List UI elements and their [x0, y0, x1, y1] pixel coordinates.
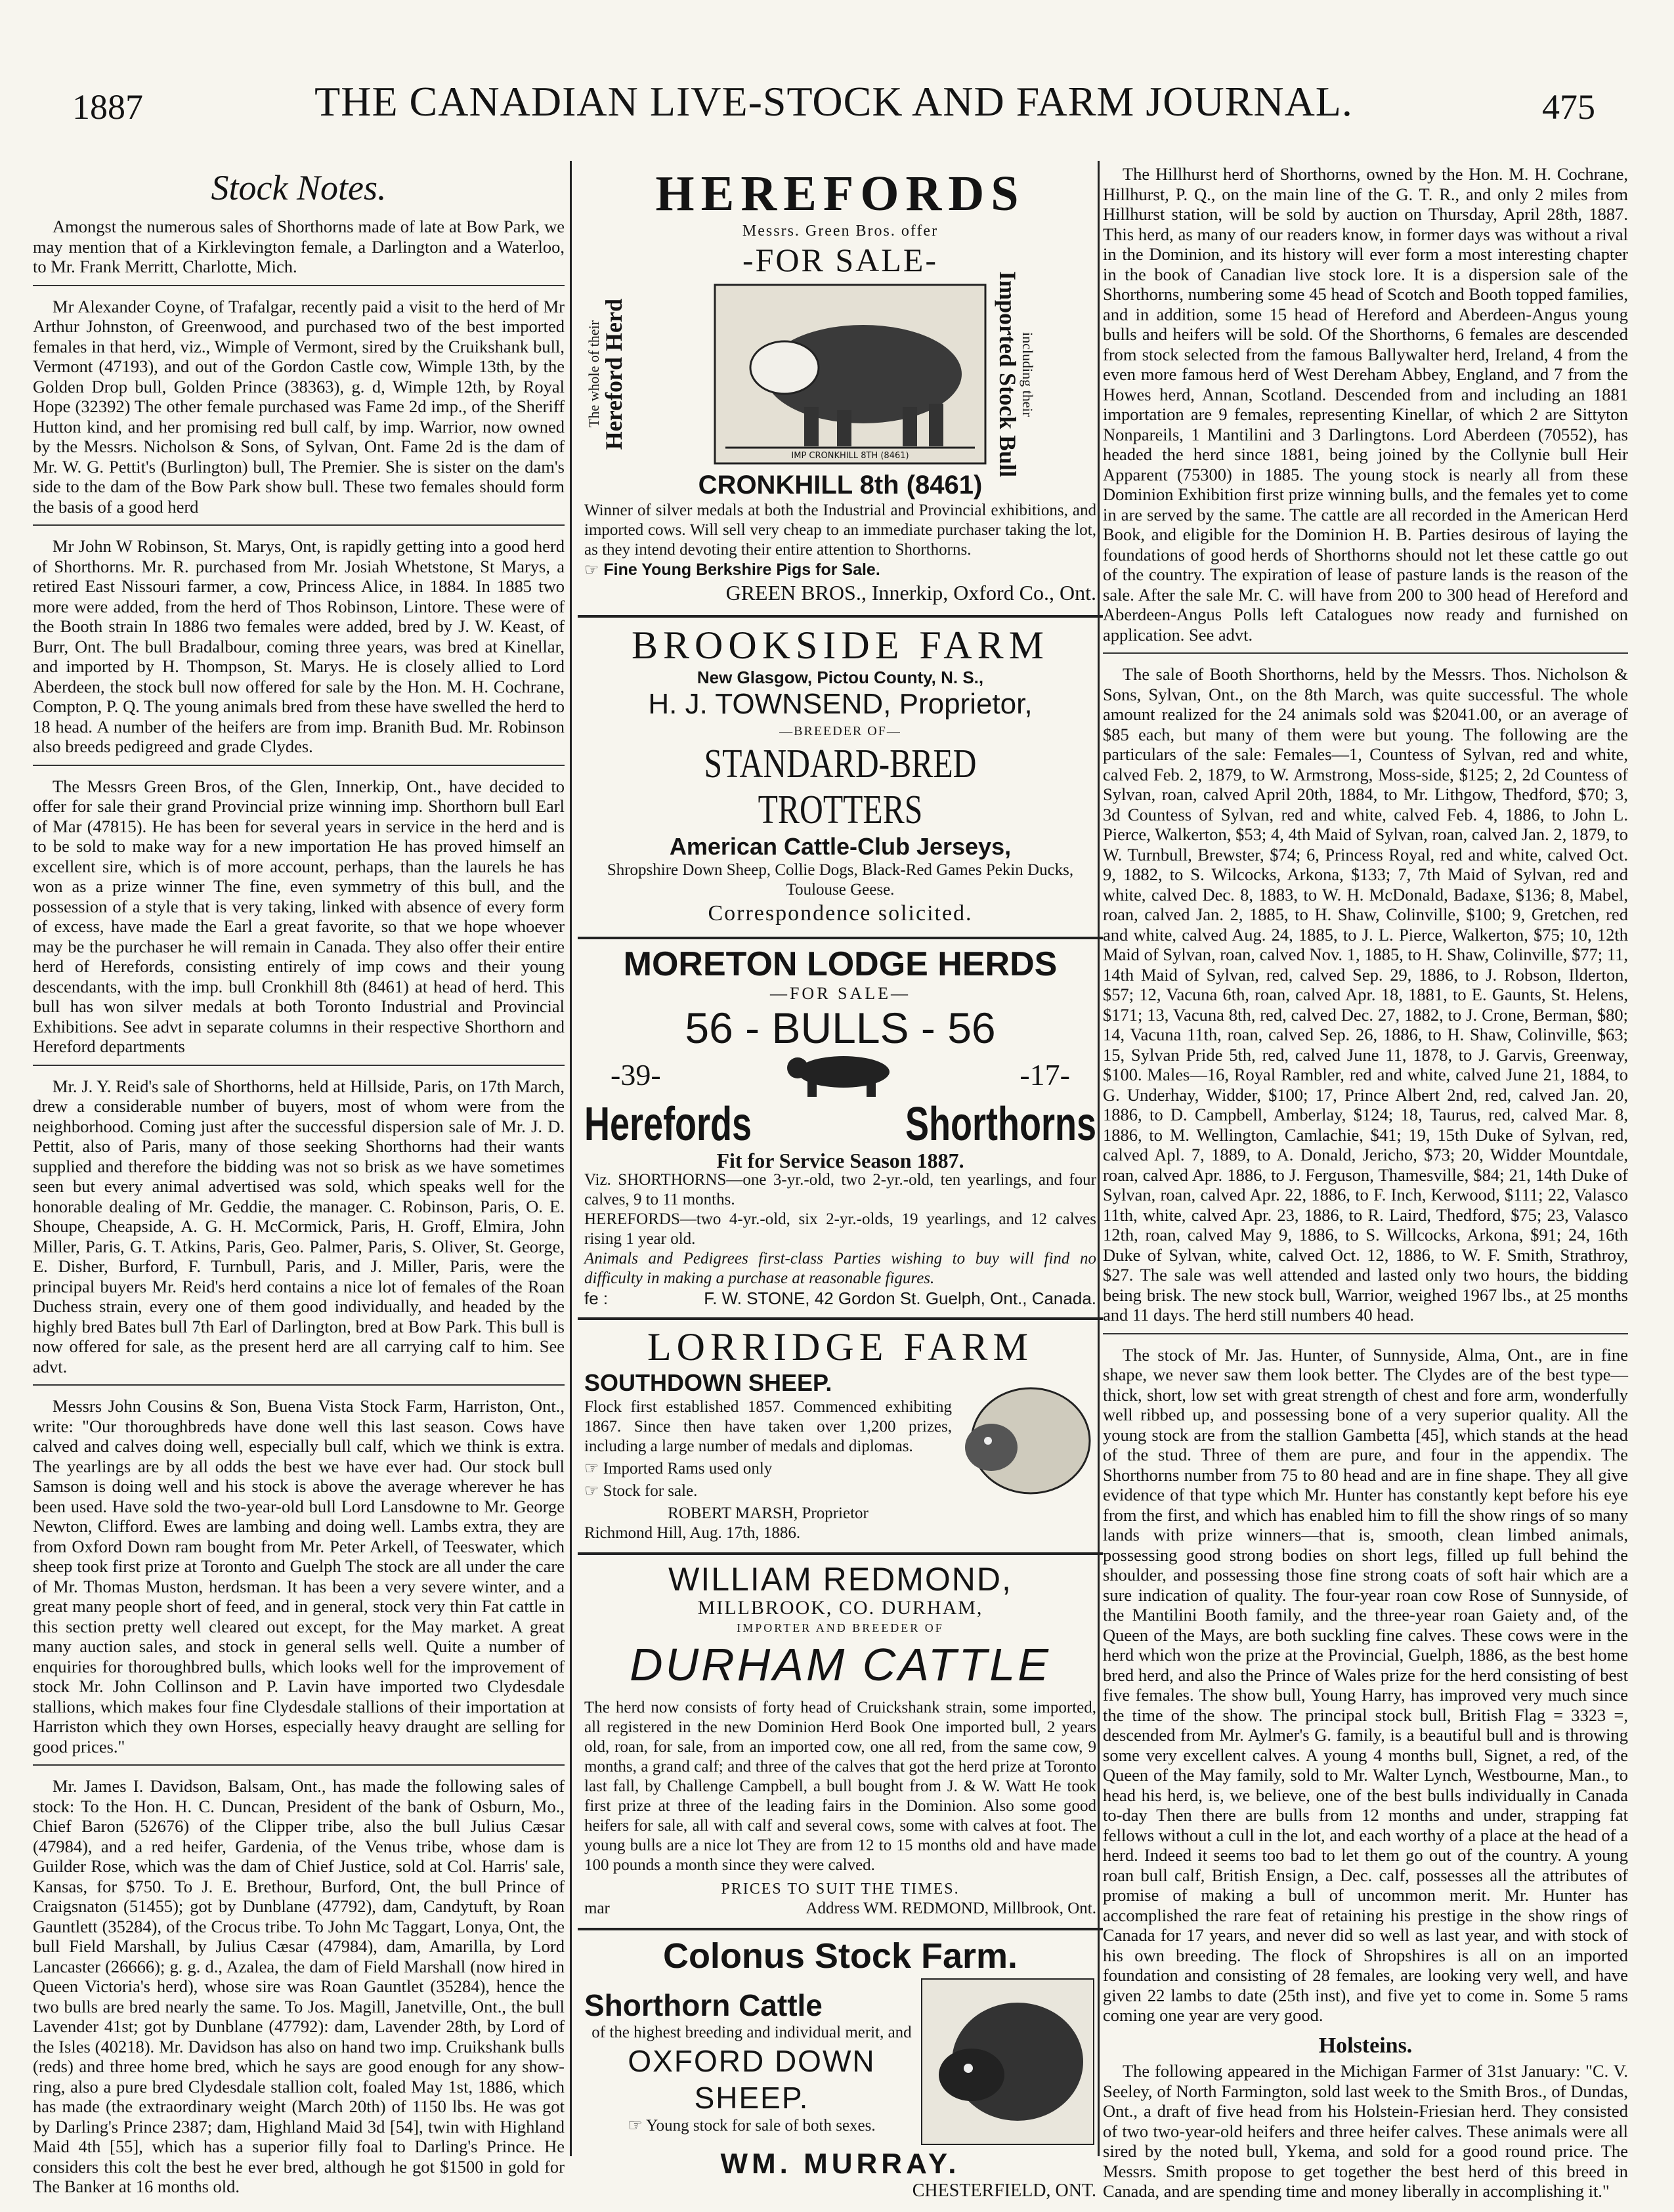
- stock-note: The Hillhurst herd of Shorthorns, owned by the Hon. M. H. Cochrane, Hillhurst, P. Q., on the main line of the G. T. R., and only 2 miles from Hillhurst station, will be sold by auction on Thursday, April 28th, 1887. This herd, as many of our readers know, in former days was without a rival in the Dominion, and its history will ever form a most interesting chapter in the book of Canadian live stock lore. It is a dispersion sale of the Shorthorns, numbering some 45 head of Scotch and Booth topped families, and in addition, some 15 head of Hereford and Aberdeen-Angus young bulls and heifers will be sold. Of the Shorthorns, 6 females are descended from stock selected from the famous Ballywalter herd, Ireland, 4 from the even more famous herd of West Dereham Abbey, England, and 7 from the Howes herd, Annan, Scotland. Descended from and including an 1881 importation are 9 females, representing Kinellar, of which 2 are Sittyton Nonpareils, 1 Mantilini and 3 Darlingtons. Lord Aberdeen (70552), has headed the herd since 1881, being joined by the Collynie bull Heir Apparent (75300) in 1885. The young stock is nearly all from these Dominion Exhibition first prize winning bulls, and the females yet to come in are served by the same. The cattle are all recorded in the American Herd Book, and eligible for the Dominion H. B. Parties desirous of laying the foundations of good herds of Shorthorns should not let these cattle go out of the country. The expiration of lease of pasture lands is the reason of the sale. After the sale Mr. C. will have from 200 to 300 head of Hereford and Aberdeen-Angus Polls left Catalogues now ready and furnished on application. See advt.: [1103, 164, 1628, 654]
- lorridge-text-block: [584, 1369, 952, 1543]
- lorridge-date: Richmond Hill, Aug. 17th, 1886.: [584, 1524, 801, 1542]
- herefords-ad: [578, 161, 1103, 618]
- engraving-caption: IMP CRONKHILL 8TH (8461): [791, 451, 909, 461]
- colonus-cattle: Shorthorn Cattle: [584, 1988, 823, 2022]
- stock-note: Mr John W Robinson, St. Marys, Ont, is rapidly getting into a good herd of Shorthorns. Mr. R. purchased from Mr. Josiah Whetstone, St Marys, a retired East Nissouri farmer, a cow, Princess Alice, in 1884. In 1885 two more were added, from the herd of Thos Robinson, Lintore. These were of the Booth strain In 1886 two females were added, bred by J. W. Keast, of Burr, Ont. The bull Bradalbour, coming three years, was bred at Kinellar, and imported by H. Thompson, St. Marys. He is closely allied to Lord Aberdeen, the stock bull now offered for sale by the Hon. M. H. Cochrane, Compton, P. Q. The young animals bred from these have swelled the herd to 18 head. A number of the heifers are from imp. Branith Bud. Mr. Robinson also breeds pedigreed and grade Clydes.: [33, 536, 565, 766]
- bull-silhouette-icon: [781, 1052, 899, 1098]
- brookside-title: BROOKSIDE FARM: [632, 624, 1049, 667]
- lorridge-stock-line: ☞ Stock for sale.: [584, 1482, 698, 1500]
- herefords-count: -39-: [611, 1058, 661, 1092]
- redmond-text: The herd now consists of forty head of Cruickshank strain, some imported, all registered in the new Dominion Herd Book One imported bull, 2 years old, roan, for sale, from an imported cow, one all red, from the same cow, 9 months, a grand calf; and three of the calves that got the herd prize at Toronto last fall, by Challenge Campbell, a bull bought from J. & W. Watt He took first prize at three of the leading fairs in the Dominion. Also some good heifers for sale, all with calf and several cows, some with calves at foot. The young bulls are a nice lot They are from 12 to 15 months old and have made 100 pounds a month since they were calved.: [584, 1699, 1096, 1874]
- colonus-place: CHESTERFIELD, ONT.: [912, 2180, 1096, 2201]
- side-left-small: The whole of their: [586, 320, 602, 428]
- redmond-mar: mar: [584, 1900, 610, 1917]
- page-header: [72, 77, 1595, 137]
- redmond-importer: IMPORTER AND BREEDER OF: [737, 1621, 944, 1634]
- colonus-name: WM. MURRAY.: [720, 2148, 960, 2180]
- colonus-young-line: ☞ Young stock for sale of both sexes.: [628, 2117, 876, 2135]
- fit-for-service: Fit for Service Season 1887.: [716, 1149, 964, 1172]
- lorridge-stock: Stock for sale.: [603, 1482, 698, 1500]
- stock-note: Mr. J. Y. Reid's sale of Shorthorns, held at Hillside, Paris, on 17th March, drew a considerable number of buyers, most of whom were from the neighborhood. Coming just after the successful dispersion sale of Mr. J. D. Pettit, also of Paris, many of those seeking Shorthorns had their wants supplied and therefore the bidding was not so brisk as we have sometimes seen but every animal advertised was sold, which speaks well for the honorable dealing of Mr. Geddie, the manager. C. Robinson, Paris, O. E. Shoupe, Cheapside, A. G. H. McCormick, Paris, H. Groff, Elmira, John Miller, Paris, G. T. Atkins, Paris, Geo. Palmer, Paris, S. Oliver, St. George, E. Disher, Burford, F. Turnbull, Paris, and J. Miller, Paris, were the principal buyers Mr. Reid's herd contains a nice lot of females of the Roan Duchess strain, every one of them good individually, and headed by the highly bred Bates bull 7th Earl of Darlington, bred at Bow Park. This bull is now offered for sale, as the present herd are all carrying calf to him. See advt.: [33, 1076, 565, 1386]
- breed-names: [584, 1098, 1096, 1151]
- redmond-address: Address WM. REDMOND, Millbrook, Ont.: [805, 1900, 1096, 1917]
- sheep-head-icon: [952, 1369, 1096, 1513]
- journal-title: THE CANADIAN LIVE-STOCK AND FARM JOURNAL.: [314, 78, 1353, 125]
- herefords-side-left: [584, 299, 702, 450]
- moreton-fe: fe :: [584, 1288, 609, 1308]
- herefords-side-right: [995, 270, 1096, 478]
- bull-engraving-icon: [712, 282, 988, 466]
- redmond-prices: PRICES TO SUIT THE TIMES.: [721, 1881, 960, 1898]
- holsteins-heading: Holsteins.: [1318, 2033, 1413, 2058]
- colonus-breeding: of the highest breeding and individual merit, and: [591, 2024, 912, 2041]
- lorridge-body: [584, 1369, 1096, 1543]
- redmond-address-row: [584, 1899, 1096, 1919]
- bull-name: CRONKHILL 8th (8461): [698, 471, 983, 500]
- sheep-head-icon: [919, 1976, 1096, 2147]
- moreton-for-sale: —FOR SALE—: [769, 984, 911, 1003]
- brookside-ad: [578, 618, 1103, 939]
- shorthorns-count: -17-: [1019, 1058, 1070, 1092]
- lorridge-rams-line: ☞ Imported Rams used only: [584, 1460, 773, 1478]
- herefords-offer: Messrs. Green Bros. offer: [742, 223, 939, 240]
- stock-notes-heading: Stock Notes.: [211, 168, 387, 207]
- lorridge-ad: [578, 1320, 1103, 1555]
- page-year: 1887: [72, 87, 143, 127]
- herefords-description: Winner of silver medals at both the Industrial and Provincial exhibitions, and imported cows. Will sell very cheap to an immediate purchaser taking the lot, as they intend devoting their entire attention to Shorthorns.: [584, 501, 1096, 559]
- herefords-illustration-row: [584, 270, 1096, 478]
- column-rule-left: [570, 161, 572, 2156]
- pedigrees-line: Animals and Pedigrees first-class Parties wishing to buy will find no difficulty in making a purchase at reasonable figures.: [584, 1250, 1096, 1287]
- lorridge-rams: Imported Rams used only: [603, 1460, 773, 1478]
- right-notes-column: [1103, 164, 1628, 2212]
- stock-note: Amongst the numerous sales of Shorthorns made of late at Bow Park, we may mention that of a Kirklevington female, a Darlington and a Waterloo, to Mr. Frank Merritt, Charlotte, Mich.: [33, 217, 565, 286]
- stock-notes-column: [33, 164, 565, 2207]
- trotters: STANDARD-BRED TROTTERS: [704, 742, 977, 832]
- moreton-address-row: [584, 1288, 1096, 1308]
- colonus-ad: [578, 1930, 1103, 2210]
- pigs-text: Fine Young Berkshire Pigs for Sale.: [603, 561, 880, 579]
- moreton-address: F. W. STONE, 42 Gordon St. Guelph, Ont., Canada.: [704, 1288, 1096, 1308]
- lorridge-text: Flock first established 1857. Commenced exhibiting 1867. Since then have taken over 1,200 prizes, including a large number of medals and diplomas.: [584, 1398, 952, 1455]
- stock-note: Messrs John Cousins & Son, Buena Vista Stock Farm, Harriston, Ont., write: "Our thoroughbreds have done well this last season. Cows have calved and calves doing well, especially bull calf, which we think is extra. The yearlings are by all odds the best we have ever had. Our stock bull Samson is doing well and his stock is above the average wherever he has been used. Have sold the two-year-old bull Lord Lansdowne to Mr. George Newton, Clifford. Ewes are lambing and doing well. Lambs extra, they are from Oxford Down ram bought from Mr. Peter Arkell, of Teeswater, which sheep took first prize at Toronto and Guelph The stock are all under the care of Mr. Thomas Muston, herdsman. It has been a very severe winter, and a great many people short of feed, and in general, stock very thin Fat cattle in this section pretty well cleared out except, for the May market. A great many auction sales, and stock in general sells well. Quite a number of enquiries for thoroughbred bulls, which looks well for the improvement of stock Mr. John Collinson and P. Lavin have imported two Clydesdale stallions, which makes four fine Clydesdale stallions of their importation at Harriston which they own Horses, especially heavy draught are selling for good prices.": [33, 1396, 565, 1766]
- herefords-label: Herefords: [584, 1098, 752, 1151]
- lorridge-proprietor: ROBERT MARSH, Proprietor: [668, 1504, 869, 1522]
- herefords-title: HEREFORDS: [655, 166, 1025, 221]
- holsteins-note: The following appeared in the Michigan Farmer of 31st January: "C. V. Seeley, of North Farmington, sold last week to the Smith Bros., of Dundas, Ont., a draft of five head from his Holstein-Friesian herd. They consisted of two two-year-old heifers and three heifer calves. These animals were all sired by the noted bull, Ykema, and sold for a good round price. The Messrs. Smith propose to get together the best herd of this breed in Canada, and are spending time and money liberally in accomplishing it.": [1103, 2061, 1628, 2201]
- pigs-line: ☞ Fine Young Berkshire Pigs for Sale.: [584, 561, 880, 579]
- stock-note: The sale of Booth Shorthorns, held by the Messrs. Thos. Nicholson & Sons, Sylvan, Ont., on the 8th March, was quite successful. The whole amount realized for the 24 animals sold was $2041.00, or an average of $85 each, but many of them were but young. The following are the particulars of the sale: Females—1, Countess of Sylvan, red and white, calved Feb. 2, 1879, to W. Armstrong, Moss-side, $125; 2, 2d Countess of Sylvan, roan, calved April 20th, 1884, to Mr. Lithgow, Thedford, $70; 3, 3d Countess of Sylvan, red and white, calved Feb. 4, 1886, to John L. Pierce, Walkerton, $53; 4, 4th Maid of Sylvan, roan, calved Jan. 2, 1879, to W. Turnbull, Brewster, $74; 6, Princess Royal, red and white, calved Oct. 9, 1882, to S. Wilcocks, Arkona, $133; 7, 7th Maid of Sylvan, red and white, calved Dec. 8, 1883, to W. H. McDonald, Badaxe, $136; 8, Mabel, roan, calved Jan. 2, 1885, to H. Shaw, Colinville, $100; 9, Gretchen, red and white, calved Aug. 24, 1885, to J. L. Pierce, Walkerton, $75; 10, 12th Maid of Sylvan, roan, calved Nov. 1, 1885, to H. Shaw, Colinville, $77; 11, 14th Maid of Sylvan, red, calved Sep. 29, 1886, to J. Robson, Ilderton, $57; 12, Vacuna 6th, roan, calved Apr. 18, 1881, to E. Gaunts, St. Helens, $171; 13, Vacuna 8th, red, calved Dec. 27, 1882, to J. Crone, Berman, $80; 14, Vacuna 11th, roan, calved Sep. 26, 1886, to H. Shaw, Colinville, $63; 15, Sylvan Pride 5th, red, calved June 11, 1878, to J. Garvis, Greenway, $100. Males—16, Royal Rambler, red and white, calved June 21, 1884, to G. Underhay, Widder, $100; 17, Prince Albert 2nd, red, calved Jan. 20, 1886, to D. Campbell, Amberlay, $124; 18, Taurus, red, calved Mar. 8, 1886, to M. Wellington, Camlachie, $41; 19, 15th Duke of Sylvan, red, calved Apl. 7, 1889, to A. Donald, Jericho, $73; 20, Widder Mountdale, roan, calved Apr. 1886, to J. Ferguson, Thamesville, $84; 21, 14th Duke of Sylvan, roan, calved Apr. 22, 1886, to F. Inch, Kerwood, $111; 22, Valasco 11th, white, calved Apr. 23, 1886, to R. Laird, Thedford, $75; 23, Valasco 12th, roan, calved May 9, 1886, to S. Willcocks, Arkona, $91; 24, 16th Duke of Sylvan, white, calved Oct. 12, 1886, to W. F. Smith, Strathroy, $27. The sale was well attended and lasted only two hours, the bidding being brisk. The new stock bull, Warrior, weighed 1967 lbs., at 25 months and 11 days. The herd still numbers 40 head.: [1103, 664, 1628, 1334]
- moreton-title: MORETON LODGE HERDS: [623, 945, 1058, 983]
- oxford-down: OXFORD DOWN SHEEP.: [628, 2044, 876, 2115]
- durham-cattle: DURHAM CATTLE: [630, 1639, 1051, 1690]
- moreton-ad: [578, 939, 1103, 1320]
- lorridge-title: LORRIDGE FARM: [647, 1325, 1033, 1369]
- stock-note: Mr. James I. Davidson, Balsam, Ont., has made the following sales of stock: To the Hon. H. C. Duncan, President of the bank of Osburn, Mo., Chief Baron (52676) of the Clipper tribe, also the bull Julius Cæsar (47984), and a red heifer, Gardenia, of the Venus tribe, whose dam is Guilder Rose, which was the dam of Chief Justice, sold at Col. Harris' sale, Kansas, for $750. To J. E. Brethour, Burford, Ont, the bull Prince of Craigsnaton (51455); got by Dunblane (47792), dam, Candytuft, by Roan Gauntlett (35284), of the Crocus tribe. To John Mc Taggart, Lonya, Ont, the bull Field Marshall, by Julius Cæsar (47984), dam, Amarilla, by Lord Lancaster (26666); g. g. d., Azalea, the dam of Field Marshall (now hired in Queen Victoria's herd), whose sire was Roan Gauntlet (35284), hence the two bulls are bred nearly the same. To Jos. Magill, Janetville, Ont., the bull Lavender 41st; got by Dunblane (47792): dam, Lavender 28th, by Lord of the Isles (40218). Mr. Davidson has also on hand two imp. Cruikshank bulls (reds) and three home bred, which he says are good enough for any show-ring, also a pure bred Clydesdale stallion colt, foaled May 1st, 1886, which has made (the extraordinary weight (March 20th) of 1150 lbs. He was got by Darling's Prince 2387; dam, Highland Maid 3d [54], twin with Highland Maid 4th [55], which has a superior filly foal to Darling's Prince. He considers this colt the best he ever bred, although he got $1500 in gold for The Banker at 16 months old.: [33, 1776, 565, 2196]
- brookside-location: New Glasgow, Pictou County, N. S.,: [697, 668, 984, 687]
- advertisement-column: [578, 161, 1103, 2210]
- colonus-young: Young stock for sale of both sexes.: [646, 2117, 876, 2135]
- lorridge-sub: SOUTHDOWN SHEEP.: [584, 1369, 832, 1396]
- colonus-title: Colonus Stock Farm.: [662, 1936, 1018, 1976]
- jerseys: American Cattle-Club Jerseys,: [669, 833, 1012, 860]
- brookside-list: Shropshire Down Sheep, Collie Dogs, Black-Red Games Pekin Ducks, Toulouse Geese.: [607, 861, 1074, 899]
- side-left-big: Hereford Herd: [601, 298, 627, 450]
- stock-note: The Messrs Green Bros, of the Glen, Innerkip, Ont., have decided to offer for sale their grand Provincial prize winning imp. Shorthorn bull Earl of Mar (47815). He has been for several years in service in the herd and is to be sold to make way for a new importation He has proved himself an excellent sire, which is of more account, perhaps, than the laurels he has won as a prize winner The fine, even symmetry of this bull, and the possession of a style that is very taking, linked with absence of every form of excess, have made the Earl a great favorite, so that we hope whoever may be the purchaser he will remain in Canada. They also offer their entire herd of Herefords, consisting entirely of imp cows and their young descendants, with the imp. bull Cronkhill 8th (8461) at head of herd. This bull has won silver medals at both Toronto Industrial and Provincial Exhibitions. See advt in separate columns in their respective Shorthorn and Hereford departments: [33, 776, 565, 1066]
- brookside-breeder: —BREEDER OF—: [779, 724, 901, 738]
- colonus-body: [584, 1976, 1096, 2147]
- shorthorns-label: Shorthorns: [905, 1098, 1096, 1151]
- side-right-big: Imported Stock Bull: [995, 270, 1021, 478]
- brookside-correspondence: Correspondence solicited.: [708, 901, 973, 925]
- shorthorns-line: Viz. SHORTHORNS—one 3-yr.-old, two 2-yr.-old, ten yearlings, and four calves, 9 to 11 months.: [584, 1171, 1096, 1208]
- page-number: 475: [1542, 87, 1595, 127]
- herefords-for-sale: -FOR SALE-: [742, 242, 939, 278]
- brookside-proprietor: H. J. TOWNSEND, Proprietor,: [648, 688, 1033, 720]
- stock-note: Mr Alexander Coyne, of Trafalgar, recently paid a visit to the herd of Mr Arthur Johnston, of Greenwood, and purchased two of the best imported females in that herd, viz., Wimple of Vermont, sired by the Cruikshank bull, Vermont (47193), and out of the Gordon Castle cow, Wimple 13th, by the Golden Drop bull, Golden Prince (38363), g. d, Wimple 12th, by Royal Hope (32392) The other female purchased was Fame 2d imp., of the Sheriff Hutton kind, and her promising red bull calf, by imp. Warrior, now owned by the Messrs. Nicholson & Sons, of Sylvan, Ont. Fame 2d is the dam of Mr. W. G. Pettit's (Burlington) bull, The Premier. She is sister on the dam's side to the dam of the Bow Park show bull. These two females should form the basis of a good herd: [33, 297, 565, 526]
- redmond-ad: [578, 1555, 1103, 1930]
- stock-note: The stock of Mr. Jas. Hunter, of Sunnyside, Alma, Ont., are in fine shape, we never saw them look better. The Clydes are of the best type—thick, short, low set with great strength of chest and fore arm, wonderfully well ribbed up, and possessing bone of a very superior quality. All the young stock are from the stallion Gambetta [45], which stands at the head of the stud. Three of them are pure, and four in the appendix. The Shorthorns number from 75 to 80 head and are in fine shape. They all give evidence of that type which Mr. Hunter has constantly kept before his eye from the first, and which has enabled him to fill the show rings of so many lands with prize winners—that is, smooth, clean limbed animals, possessing good strong bodies on short legs, filled up full behind the shoulder, and possessing those fine strong coats of soft hair which are a sure indication of quality. The four-year roan cow Rose of Sunnyside, of the Mantilini Booth family, and the three-year roan Gaiety and, of the Queen of the Mays, are both suckling fine calves. These cows were in the herd which won the prize at the Provincial, Guelph, 1886, as the best home bred herd, and also the Prince of Wales prize for the herd consisting of best five females. The show bull, Young Harry, has improved very much since the time of the show. The principal stock bull, British Flag = 3323 =, descended from Mr. Aylmer's G. family, is a beautiful bull and is throwing some very excellent calves. A young 4 months bull, Signet, a red, of the Queen of the May family, sold to Mr. Walter Lynch, Westbourne, Man., to head his herd, is, we believe, one of the best bulls individually in Canada to-day Then there are bulls from 12 months and under, strapping fat fellows without a cull in the lot, and each worthy of a place at the head of a herd. Indeed it seems too bad to let them go out of the country. A young roan bull calf, British Ensign, a Dec. calf, possesses all the attributes of promise of making a bull of uncommon merit. Mr. Hunter has accomplished the rare feat of retaining his prestige in the show rings of Canada for 17 years, and never did so well as last year, and with stock of his own breeding. The flock of Shropshires is all on an imported foundation and consisting of 28 females, are looking very well, and have given 22 lambs to date (25th inst), and five yet to come in. Some 5 rams coming one year are very good.: [1103, 1344, 1628, 2025]
- redmond-place: MILLBROOK, CO. DURHAM,: [697, 1597, 983, 1619]
- colonus-text-block: [584, 1988, 919, 2136]
- herefords-address: GREEN BROS., Innerkip, Oxford Co., Ont.: [725, 581, 1096, 605]
- bulls-count: 56 - BULLS - 56: [685, 1004, 996, 1052]
- redmond-name: WILLIAM REDMOND,: [668, 1561, 1012, 1598]
- breed-counts: [584, 1052, 1096, 1098]
- side-right-small: including their: [1019, 331, 1036, 417]
- herefords-line: HEREFORDS—two 4-yr.-old, six 2-yr.-olds, 19 yearlings, and 12 calves rising 1 year old.: [584, 1210, 1096, 1248]
